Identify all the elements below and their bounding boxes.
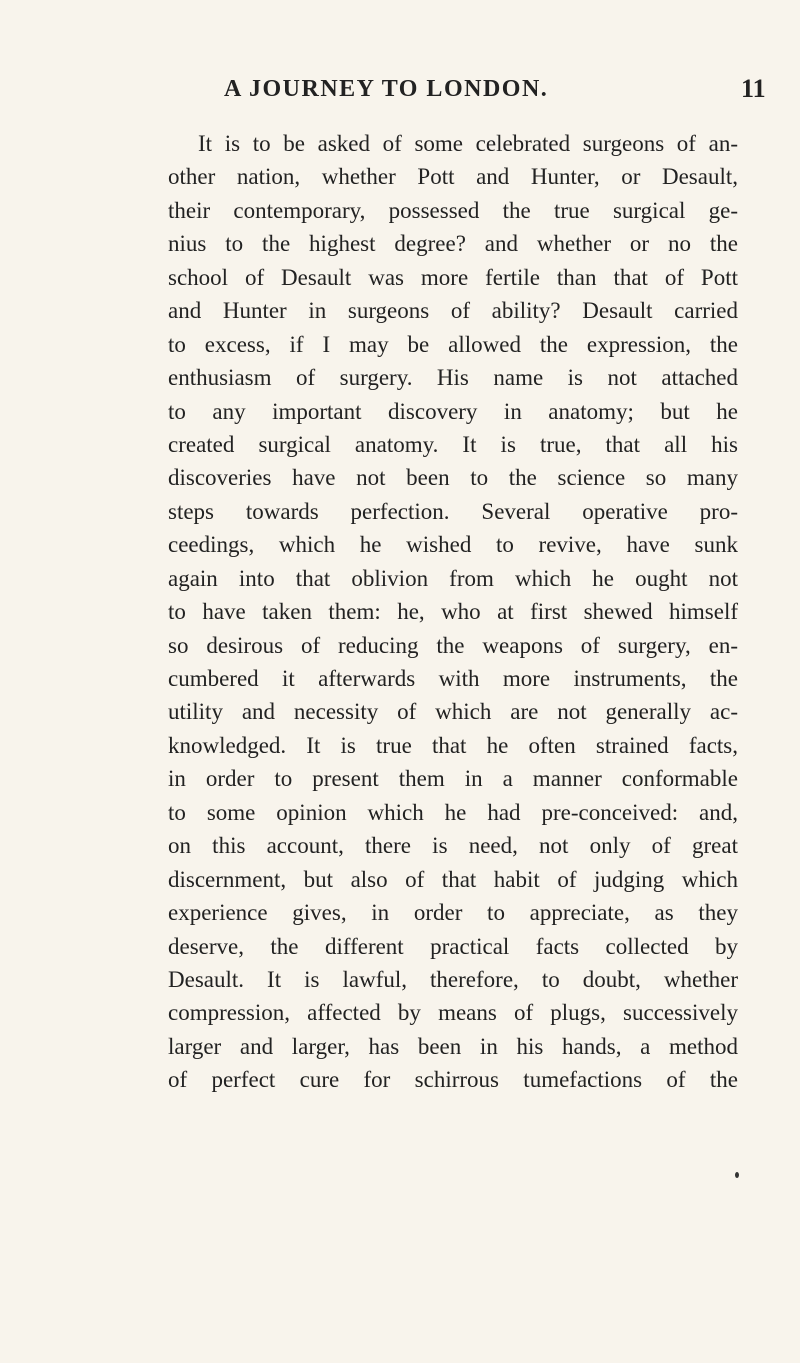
text-line: utility and necessity of which are not generally ac-	[168, 699, 738, 725]
text-line: created surgical anatomy. It is true, that all his	[168, 431, 738, 457]
text-line: to excess, if I may be allowed the expression, the	[168, 331, 738, 357]
text-line: their contemporary, possessed the true surgical ge-	[168, 197, 738, 223]
text-line: of perfect cure for schirrous tumefactions of the	[168, 1067, 738, 1093]
text-line: cumbered it afterwards with more instruments, the	[168, 666, 738, 691]
text-line: again into that oblivion from which he ought not	[168, 565, 738, 591]
text-line: It is to be asked of some celebrated surgeons of an-	[198, 131, 738, 156]
text-line: nius to the highest degree? and whether or no the	[168, 231, 738, 257]
text-line: discoveries have not been to the science so many	[168, 465, 738, 491]
text-line: ceedings, which he wished to revive, have sunk	[168, 532, 738, 558]
text-line: compression, affected by means of plugs, successively	[168, 1000, 738, 1026]
text-line: to have taken them: he, who at first shewed himself	[168, 599, 738, 625]
text-line: deserve, the different practical facts collected by	[168, 933, 738, 959]
body-text	[168, 127, 738, 1097]
text-line: experience gives, in order to appreciate, as they	[168, 900, 738, 926]
text-line: larger and larger, has been in his hands, a method	[168, 1033, 738, 1059]
text-line: to some opinion which he had pre-conceived: and,	[168, 799, 738, 825]
text-line: and Hunter in surgeons of ability? Desault carried	[168, 298, 738, 324]
text-line: knowledged. It is true that he often strained facts,	[168, 732, 738, 758]
ink-speck	[735, 1172, 739, 1178]
text-line: to any important discovery in anatomy; but he	[168, 398, 738, 424]
text-line: school of Desault was more fertile than that of Pott	[168, 264, 738, 290]
running-header: A JOURNEY TO LONDON.	[224, 76, 549, 102]
text-line: other nation, whether Pott and Hunter, or Desault,	[168, 164, 738, 190]
text-line: enthusiasm of surgery. His name is not attached	[168, 365, 738, 391]
text-line: discernment, but also of that habit of judging which	[168, 866, 738, 892]
text-line: steps towards perfection. Several operative pro-	[168, 498, 738, 524]
text-line: on this account, there is need, not only of great	[168, 833, 738, 859]
text-line: in order to present them in a manner conformable	[168, 766, 738, 792]
text-line: Desault. It is lawful, therefore, to doubt, whether	[168, 966, 738, 992]
page-number: 11	[741, 74, 766, 103]
text-line: so desirous of reducing the weapons of surgery, en-	[168, 632, 738, 658]
